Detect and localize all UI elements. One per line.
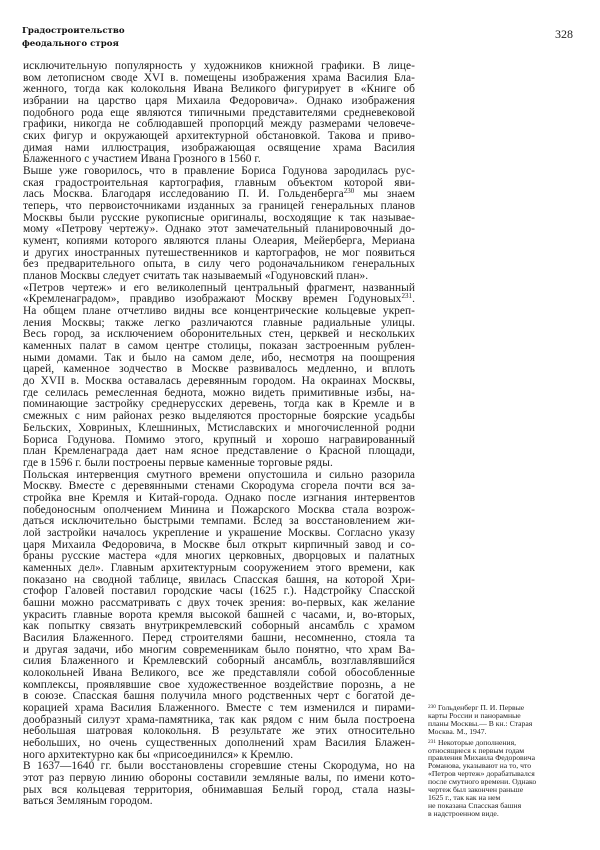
text-line: и другая задачи, ибо многим современникам было понятно, что храм Ва- (23, 643, 415, 656)
text-line: ления Москвы; также легко различаются главные радиальные улицы. (23, 316, 415, 329)
text-line: Блаженного с участием Ивана Грозного в 1560 г. (23, 153, 261, 166)
footnote-230 (428, 704, 598, 736)
footnote-text: относящиеся к первым годам (428, 745, 525, 755)
text-line: стофор Галовей поставил городские часы (1625 г.). Надстройку Спасской (23, 585, 415, 598)
text-line: исключительную популярность у художников книжной графики. В лице- (23, 60, 415, 72)
text-line: в союзе. Спасская башня получила много родственных черт с богатой де- (23, 690, 415, 703)
text-line: как попытку связать внутрикремлевский соборный ансамбль с храмом (23, 620, 415, 633)
footnote-line (428, 728, 598, 736)
footnote-text: после смутного времени. Однако (428, 777, 537, 787)
text-line: поминающие застройку среднерусских деревень, тогда как в Кремле и в (23, 398, 415, 411)
text-line: и других иностранных путешественников и картографов, не мог появиться (23, 246, 415, 259)
text-line: силия Блаженного и Кремлевский соборный ансамбль, возглавлявшийся (23, 655, 415, 668)
paragraph (23, 61, 415, 166)
footnote-231 (428, 739, 598, 818)
paragraph (23, 470, 415, 762)
footnote-line (428, 810, 598, 818)
footnote-text: правления Михаила Федоровича (428, 753, 536, 763)
text-line: Москвы были русские рукописные оригиналы, восходящие к так называе- (23, 211, 415, 224)
text-line: смежных с ним районах резко выделяются просторные боярские усадьбы (23, 410, 415, 423)
sidenotes-column (428, 704, 598, 821)
text-line: комплексы, проявлявшие свое художественное воздействие порознь, а не (23, 678, 415, 691)
paragraph (23, 283, 415, 470)
footnote-text: «Петров чертеж» дорабатывался (428, 769, 535, 779)
footnote-text: карты России и панорамные (428, 710, 521, 720)
running-head-line-2: феодального строя (22, 38, 119, 49)
text-line: планов Москвы следует считать так называемый «Годуновский план». (23, 270, 369, 283)
text-line: «Кремленаградом», правдиво изображают Москву времен Годуновых$^{231}$. (23, 292, 415, 306)
footnote-text: Москва. М., 1947. (428, 726, 487, 736)
text-line: На общем плане отчетливо видны все концентрические кольцевые укреп- (23, 305, 415, 318)
footnote-number: 230 (428, 704, 436, 710)
text-line: ного архитектурно как бы «присоединился» к Кремлю. (23, 748, 294, 761)
text-line: кумент, копиями которого являются планы Олеария, Мейерберга, Мериана (23, 235, 415, 248)
text-line: теперь, что первоисточниками изданных за границей генеральных планов (23, 200, 415, 213)
text-line: небольших, но очень существенных дополнений храм Василия Блажен- (23, 736, 415, 749)
text-line: ными домами. Так и было на самом деле, ибо, несмотря на поощрения (23, 351, 415, 364)
text-line: каменных палат в самом центре столицы, показан застроенным рублен- (23, 340, 415, 353)
main-text-column (23, 61, 415, 808)
footnote-ref[interactable]: 231 (401, 292, 413, 301)
text-line: план Кремленаграда дает нам ясное представление о Красной площади, (23, 445, 415, 458)
text-line: башни можно рассматривать с двух точек зрения: во-первых, как желание (23, 596, 415, 609)
text-line: графики, никогда не соблюдавшей пропорций между размерами человече- (23, 118, 415, 131)
footnote-text: Романова, указывают на то, что (428, 761, 532, 771)
text-line: избрании на царство царя Михаила Федоровича». Однако изображения (23, 95, 415, 108)
text-line: женного, тогда как колокольня Ивана Великого фигурирует в «Книге об (23, 83, 415, 96)
text-line: Бельских, Ховриных, Клешниных, Мстиславских и многочисленной родни (23, 421, 415, 434)
text-line: колокольней Ивана Великого, все же представляли собой обособленные (23, 666, 415, 679)
paragraph (23, 761, 415, 808)
text-line: рых вся кольцевая территория, обнимавшая Белый город, стала назы- (23, 783, 415, 796)
text-line: царей, каменное зодчество в Москве развивалось медленно, и вплоть (23, 363, 415, 376)
text-line: дообразный силуэт храма-памятника, так как рядом с ним была построена (23, 713, 415, 726)
footnote-text: Гольденберг П. И. Первые (437, 703, 525, 712)
footnote-text: Некоторые дополнения, (437, 737, 517, 747)
text-line: браны русские мастера «для многих церковных, дворцовых и палатных (23, 550, 415, 563)
text-line: даться исключительно быстрыми темпами. Вслед за восстановлением жи- (23, 515, 415, 528)
footnote-text: не показана Спасская башня (428, 800, 522, 810)
running-head (22, 25, 125, 50)
text-line: корацией храма Василия Блаженного. Вместе с тем изменился и пирами- (23, 701, 415, 714)
text-line: Выше уже говорилось, что в правление Бориса Годунова зародилась рус- (23, 165, 415, 178)
footnote-text: чертеж был закончен раньше (428, 785, 524, 795)
footnote-text: в надстроенном виде. (428, 808, 499, 818)
text-line: каменных дел». Главным архитектурным сооружением этого времени, как (23, 561, 415, 574)
text-line: Бориса Годунова. Помимо этого, крупный и хорошо награвированный (23, 433, 415, 446)
text-line: «Петров чертеж» и его великолепный центральный фрагмент, названный (23, 281, 415, 294)
text-line: В 1637—1640 гг. были восстановлены сгоревшие стены Скородума, но на (23, 760, 415, 773)
text-line: вом летописном своде XVI в. помещены изображения храма Василия Бла- (23, 71, 415, 84)
text-line: ская градостроительная картография, главным объектом которой яви- (23, 176, 415, 189)
text-line: ских фигур и окружающей архитектурной обстановкой. Такова и приво- (23, 130, 415, 143)
text-line: украсить главные ворота кремля высокой башней с часами, и, во-вторых, (23, 608, 415, 621)
text-line: Польская интервенция смутного времени опустошила и сильно разорила (23, 468, 415, 481)
text-line: стройка вне Кремля и Китай-города. Однако после изгнания интервентов (23, 491, 415, 504)
footnote-ref[interactable]: 230 (343, 187, 355, 196)
text-line: подобного рода еще являются типичными представителями средневековой (23, 106, 415, 119)
text-line: димая нами иллюстрация, изображающая освящение храма Василия (23, 141, 415, 154)
text-line: царя Михаила Федоровича, в Москве был открыт кирпичный завод и со- (23, 538, 415, 551)
text-line: Весь город, за исключением оборонительных стен, церквей и нескольких (23, 328, 415, 341)
text-line: Василия Блаженного. Перед строителями башни, несомненно, стояла та (23, 631, 415, 644)
text-line: где в 1596 г. были построены первые каменные торговые ряды. (23, 456, 333, 469)
text-line: победоносным ополчением Минина и Пожарского Москва стала возрож- (23, 503, 415, 516)
text-line: показано на сводной таблице, явилась Спасская башня, на которой Хри- (23, 573, 415, 586)
footnote-text: планы Москвы.— В кн.: Старая (428, 718, 533, 728)
text-line: лой застройки началось укрепление и украшение Москвы. Согласно указу (23, 526, 415, 539)
text-line: мому «Петрову чертежу». Однако этот замечательный планировочный до- (23, 223, 415, 236)
running-head-line-1: Градостроительство (22, 26, 125, 36)
text-line: Москву. Вместе с деревянными стенами Скородума сгорела почти вся за- (23, 480, 415, 493)
text-line: этот раз первую линию обороны составили земляные валы, по имени кото- (23, 771, 415, 784)
footnote-number: 231 (428, 738, 436, 745)
text-line: лась Москва. Благодаря исследованию П. И. Гольденберга$^{230}$ мы знаем (23, 187, 415, 201)
text-line: без предварительного опыта, в силу чего родоначальником генеральных (23, 258, 415, 271)
text-line: где селилась ремесленная беднота, можно видеть примитивные избы, на- (23, 386, 415, 399)
text-line: ваться Земляным городом. (23, 795, 153, 808)
text-line: до XVII в. Москва оставалась деревянным городом. На окраинах Москвы, (23, 375, 415, 388)
footnote-text: 1625 г., так как на нем (428, 792, 501, 802)
page-number: 328 (555, 27, 573, 41)
paragraph (23, 166, 415, 283)
text-line: небольшая шатровая колокольня. В результате же этих относительно (23, 725, 415, 738)
